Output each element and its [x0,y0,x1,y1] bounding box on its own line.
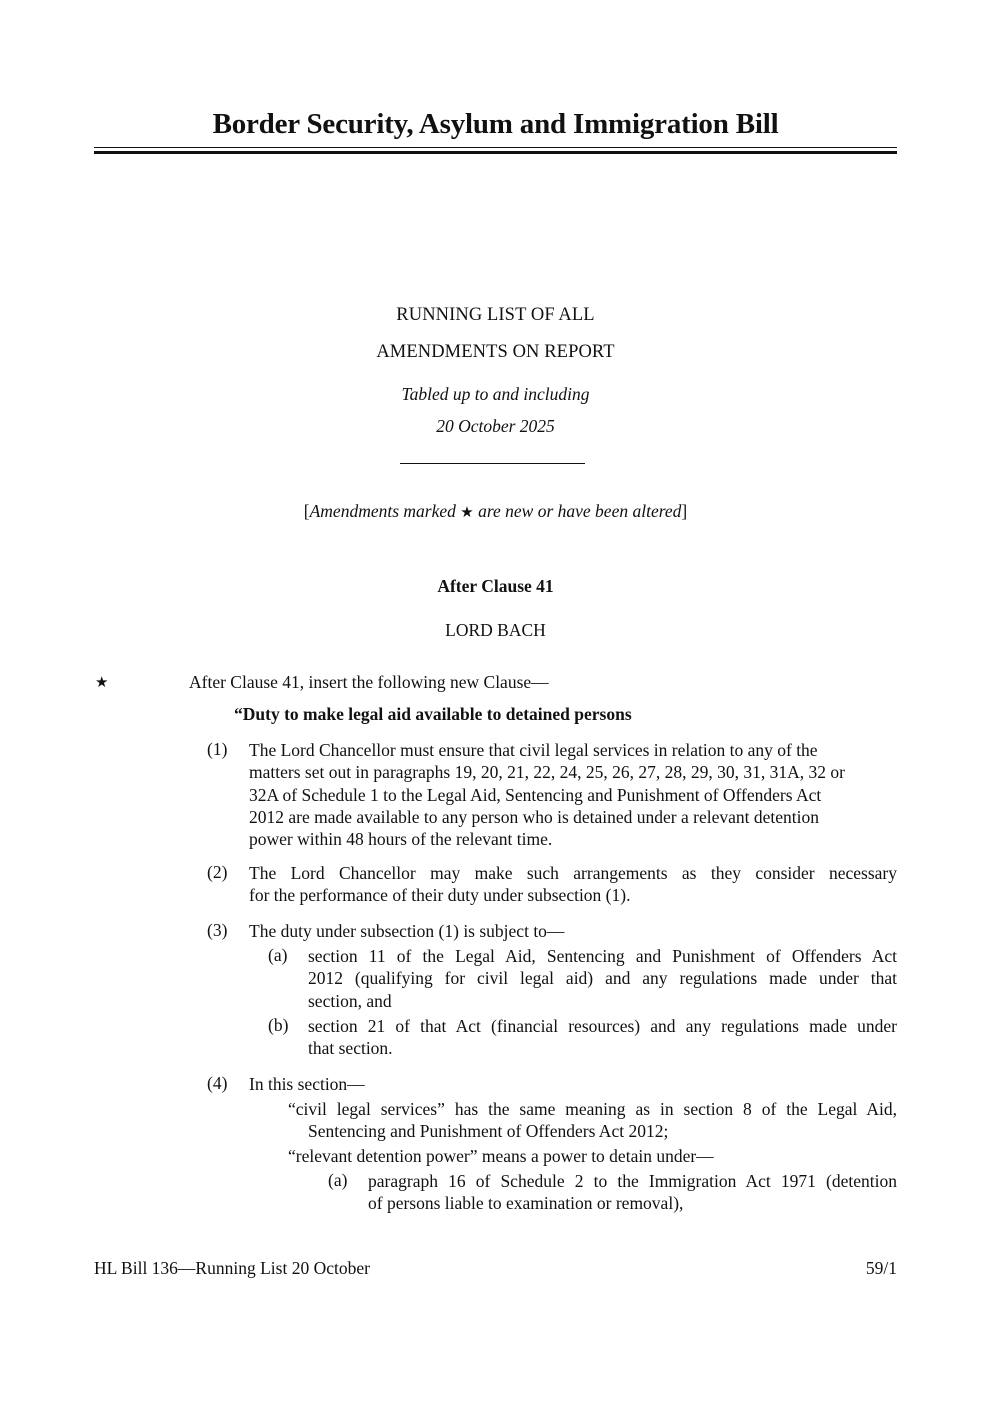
text-line: 2012 (qualifying for civil legal aid) and any regulations made under that [308,968,897,989]
note-bracket-close: ] [681,501,688,521]
text-line: matters set out in paragraphs 19, 20, 21, 22, 24, 25, 26, 27, 28, 29, 30, 31, 31A, 32 or [249,762,845,783]
sponsor-name: LORD BACH [445,620,546,640]
text-line: 2012 are made available to any person who is detained under a relevant detention [249,806,819,827]
subsection-number: (4) [207,1073,228,1093]
definition-civil-legal-services [288,1098,897,1143]
footer-page-number: 59/1 [865,1258,897,1278]
subsection-3-text: The duty under subsection (1) is subject to— [249,921,565,941]
item-3b-text [308,1015,897,1060]
text-line: “civil legal services” has the same meaning as in section 8 of the Legal Aid, [288,1099,897,1119]
text-line: The Lord Chancellor may make such arrangements as they consider necessary [249,863,897,883]
text-line: section, and [308,990,392,1011]
definition-relevant-detention-power: “relevant detention power” means a power to detain under— [288,1146,714,1166]
title-rule-thin [94,147,897,148]
heading-line-2: AMENDMENTS ON REPORT [376,342,615,362]
text-line: paragraph 16 of Schedule 2 to the Immigration Act 1971 (detention [368,1171,897,1191]
bill-title: Border Security, Asylum and Immigration Bill [212,108,779,140]
item-number: (a) [328,1170,348,1190]
tabled-line-1: Tabled up to and including [401,384,590,404]
separator-rule [400,463,585,464]
subsection-4-text: In this section— [249,1074,365,1094]
subsection-number: (3) [207,920,228,940]
title-rule-thick [94,151,897,154]
tabled-date: 20 October 2025 [436,416,555,436]
amendment-instruction: After Clause 41, insert the following new Clause— [189,672,549,692]
text-line: 32A of Schedule 1 to the Legal Aid, Sentencing and Punishment of Offenders Act [249,784,822,805]
text-line: section 21 of that Act (financial resources) and any regulations made under [308,1016,897,1036]
new-amendment-star-icon: ★ [95,675,109,691]
subsection-2-text [249,862,897,907]
star-icon: ★ [460,505,474,521]
item-number: (a) [268,945,288,965]
text-line: that section. [308,1038,393,1059]
item-number: (b) [268,1015,289,1035]
text-line: section 11 of the Legal Aid, Sentencing and Punishment of Offenders Act [308,946,897,966]
heading-line-1: RUNNING LIST OF ALL [396,305,595,325]
text-line: for the performance of their duty under subsection (1). [249,885,631,906]
footer-bill-reference: HL Bill 136—Running List 20 October [94,1258,370,1278]
subsection-1-text [249,739,897,850]
note-text-b: are new or have been altered [473,501,682,521]
detention-power-item-a [368,1170,897,1215]
subsection-number: (1) [207,739,228,759]
section-heading: After Clause 41 [437,576,554,596]
text-line: Sentencing and Punishment of Offenders Act 2012; [308,1121,669,1142]
text-line: of persons liable to examination or removal), [368,1193,684,1214]
amendments-note [94,501,897,522]
clause-title: “Duty to make legal aid available to detained persons [234,704,632,724]
text-line: power within 48 hours of the relevant time. [249,829,553,850]
item-3a-text [308,945,897,1012]
text-line: The Lord Chancellor must ensure that civil legal services in relation to any of the [249,740,818,760]
note-bracket-open: [ [303,501,310,521]
subsection-number: (2) [207,862,228,882]
note-text-a: Amendments marked [309,501,461,521]
